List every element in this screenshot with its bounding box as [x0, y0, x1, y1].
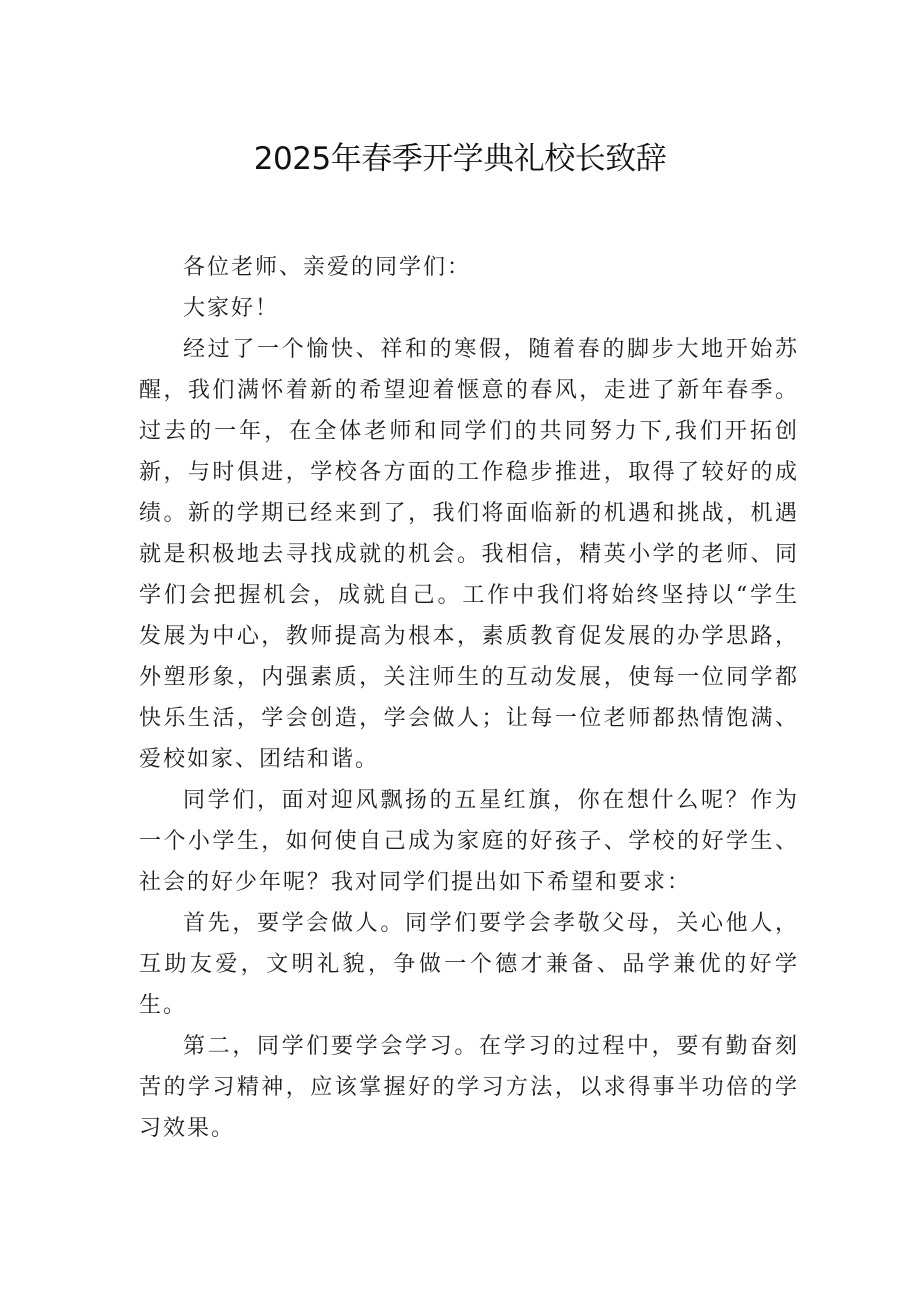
salutation: 各位老师、亲爱的同学们： [183, 255, 472, 280]
paragraph-first-point: 首先，要学会做人。同学们要学会孝敬父母，关心他人，互助友爱，文明礼貌，争做一个德才兼备、品学兼优的好学生。 [139, 911, 799, 1018]
paragraph-question: 同学们，面对迎风飘扬的五星红旗，你在想什么呢？作为一个小学生，如何使自己成为家庭的好孩子、学校的好学生、社会的好少年呢？我对同学们提出如下希望和要求： [139, 788, 799, 895]
paragraph-introduction: 经过了一个愉快、祥和的寒假，随着春的脚步大地开始苏醒，我们满怀着新的希望迎着惬意的春风，走进了新年春季。过去的一年，在全体老师和同学们的共同努力下,我们开拓创新，与时俱进，学校各方面的工作稳步推进，取得了较好的成绩。新的学期已经来到了，我们将面临新的机遇和挑战，机遇就是积极地去寻找成就的机会。我相信，精英小学的老师、同学们会把握机会，成就自己。工作中我们将始终坚持以“学生发展为中心，教师提高为根本，素质教育促发展的办学思路，外塑形象，内强素质，关注师生的互动发展，使每一位同学都快乐生活，学会创造，学会做人；让每一位老师都热情饱满、爱校如家、团结和谐。 [139, 337, 799, 772]
paragraph-second-point: 第二，同学们要学会学习。在学习的过程中，要有勤奋刻苦的学习精神，应该掌握好的学习方法，以求得事半功倍的学习效果。 [139, 1034, 799, 1141]
greeting: 大家好！ [183, 296, 280, 321]
document-title: 2025年春季开学典礼校长致辞 [253, 141, 667, 177]
speech-body [139, 247, 799, 1149]
